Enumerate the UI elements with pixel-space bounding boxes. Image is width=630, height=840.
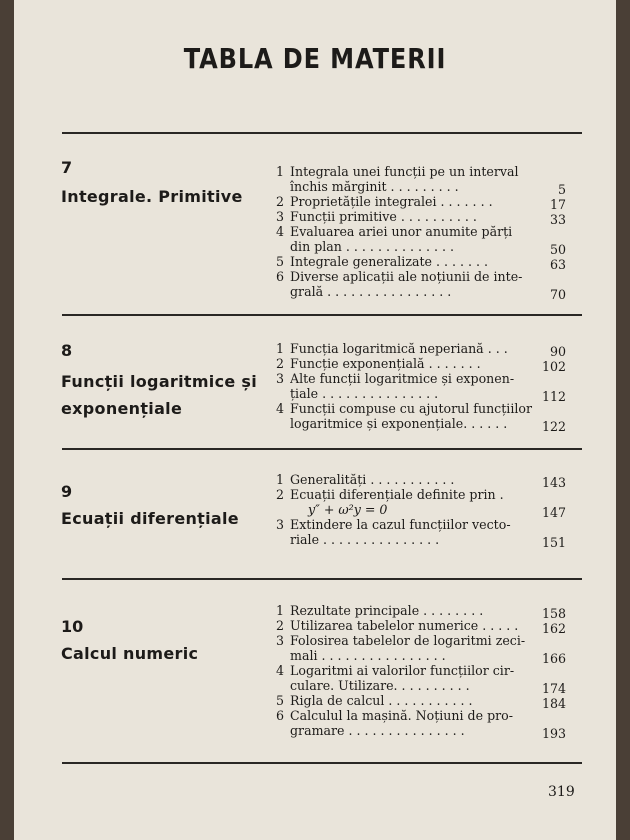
toc-entry-line xyxy=(276,284,566,302)
entry-page-number: 166 xyxy=(541,651,566,666)
chapter-number: 10 xyxy=(61,617,84,636)
section-divider xyxy=(62,578,582,580)
entry-text: Diverse aplicații ale noțiunii de inte- xyxy=(290,269,523,284)
entry-text: Funcție exponențială . . . . . . . xyxy=(290,356,481,371)
toc-entry-line xyxy=(276,663,566,678)
section-divider xyxy=(62,448,582,450)
toc-entry-line xyxy=(276,678,566,696)
toc-entry-line xyxy=(276,194,566,212)
chapter-entries xyxy=(276,603,566,741)
toc-entry-line xyxy=(276,532,566,550)
toc-entry-line xyxy=(276,487,566,502)
entry-formula: y″ + ω²y = 0 xyxy=(308,502,388,517)
toc-entry-line xyxy=(276,472,566,490)
entry-text: Funcții primitive . . . . . . . . . . xyxy=(290,209,477,224)
page-number: 319 xyxy=(548,784,575,800)
chapter-title: Calcul numeric xyxy=(61,644,199,663)
entry-text: Calculul la mașină. Noțiuni de pro- xyxy=(290,708,513,723)
entry-number: 6 xyxy=(276,269,285,284)
entry-page-number: 112 xyxy=(541,389,566,404)
entry-text: din plan . . . . . . . . . . . . . . xyxy=(290,239,455,254)
entry-page-number: 147 xyxy=(541,505,566,520)
entry-number: 2 xyxy=(276,356,285,371)
chapter-title: Funcții logaritmice și exponențiale xyxy=(61,372,258,418)
entry-text: Utilizarea tabelelor numerice . . . . . xyxy=(290,618,519,633)
entry-text: Generalități . . . . . . . . . . . xyxy=(290,472,455,487)
entry-text: grală . . . . . . . . . . . . . . . . xyxy=(290,284,452,299)
toc-entry-line xyxy=(276,648,566,666)
chapter-entries xyxy=(276,472,566,550)
chapter-title: Integrale. Primitive xyxy=(61,187,243,206)
entry-number: 1 xyxy=(276,472,285,487)
chapter-entries xyxy=(276,341,566,434)
entry-number: 2 xyxy=(276,618,285,633)
entry-number: 2 xyxy=(276,487,285,502)
section-divider xyxy=(62,132,582,134)
toc-entry-line xyxy=(276,356,566,374)
entry-number: 3 xyxy=(276,209,285,224)
toc-entry-line xyxy=(276,371,566,386)
entry-text: Folosirea tabelelor de logaritmi zeci- xyxy=(290,633,526,648)
chapter-entries xyxy=(276,164,566,302)
entry-number: 4 xyxy=(276,224,285,239)
entry-page-number: 5 xyxy=(557,182,566,197)
toc-entry-line xyxy=(276,401,566,416)
toc-entry-line xyxy=(276,341,566,359)
toc-entry-line xyxy=(276,517,566,532)
entry-number: 3 xyxy=(276,633,285,648)
entry-text: Ecuații diferențiale definite prin . xyxy=(290,487,504,502)
chapter-number: 9 xyxy=(61,482,73,501)
entry-number: 4 xyxy=(276,401,285,416)
entry-text: Alte funcții logaritmice și exponen- xyxy=(290,371,515,386)
toc-entry-line xyxy=(276,239,566,257)
entry-text: Integrale generalizate . . . . . . . xyxy=(290,254,489,269)
toc-entry-line xyxy=(276,209,566,227)
entry-page-number: 63 xyxy=(549,257,566,272)
entry-number: 1 xyxy=(276,341,285,356)
entry-number: 3 xyxy=(276,371,285,386)
entry-text: Funcția logaritmică neperiană . . . xyxy=(290,341,508,356)
entry-page-number: 50 xyxy=(549,242,566,257)
chapter-number: 7 xyxy=(61,158,73,177)
toc-entry-line xyxy=(276,254,566,272)
entry-page-number: 102 xyxy=(541,359,566,374)
toc-entry-line xyxy=(276,633,566,648)
entry-page-number: 90 xyxy=(549,344,566,359)
toc-entry-line xyxy=(276,693,566,711)
section-divider xyxy=(62,762,582,764)
entry-text: riale . . . . . . . . . . . . . . . xyxy=(290,532,440,547)
entry-text: Rezultate principale . . . . . . . . xyxy=(290,603,484,618)
entry-page-number: 174 xyxy=(541,681,566,696)
toc-entry-line xyxy=(276,618,566,636)
entry-number: 6 xyxy=(276,708,285,723)
entry-text: gramare . . . . . . . . . . . . . . . xyxy=(290,723,465,738)
entry-text: Integrala unei funcții pe un interval xyxy=(290,164,519,179)
toc-entry-line xyxy=(276,269,566,284)
toc-entry-line xyxy=(276,502,566,520)
entry-page-number: 158 xyxy=(541,606,566,621)
entry-text: culare. Utilizare. . . . . . . . . . xyxy=(290,678,470,693)
page-title: TABLA DE MATERII xyxy=(183,42,447,75)
entry-page-number: 70 xyxy=(549,287,566,302)
chapter-number: 8 xyxy=(61,341,73,360)
toc-entry-line xyxy=(276,179,566,197)
entry-text: Extindere la cazul funcțiilor vecto- xyxy=(290,517,511,532)
entry-page-number: 162 xyxy=(541,621,566,636)
toc-entry-line xyxy=(276,603,566,621)
entry-text: țiale . . . . . . . . . . . . . . . xyxy=(290,386,439,401)
entry-page-number: 143 xyxy=(541,475,566,490)
toc-entry-line xyxy=(276,164,566,179)
entry-text: logaritmice și exponențiale. . . . . . xyxy=(290,416,508,431)
toc-entry-line xyxy=(276,416,566,434)
entry-number: 1 xyxy=(276,164,285,179)
entry-text: mali . . . . . . . . . . . . . . . . xyxy=(290,648,446,663)
entry-number: 3 xyxy=(276,517,285,532)
entry-number: 1 xyxy=(276,603,285,618)
entry-text: închis mărginit . . . . . . . . . xyxy=(290,179,459,194)
toc-entry-line xyxy=(276,386,566,404)
entry-number: 2 xyxy=(276,194,285,209)
entry-text: Logaritmi ai valorilor funcțiilor cir- xyxy=(290,663,515,678)
entry-number: 4 xyxy=(276,663,285,678)
entry-page-number: 122 xyxy=(541,419,566,434)
toc-entry-line xyxy=(276,723,566,741)
entry-text: Rigla de calcul . . . . . . . . . . . xyxy=(290,693,473,708)
entry-page-number: 151 xyxy=(541,535,566,550)
toc-entry-line xyxy=(276,224,566,239)
entry-page-number: 193 xyxy=(541,726,566,741)
book-page xyxy=(14,0,616,840)
entry-page-number: 184 xyxy=(541,696,566,711)
entry-page-number: 33 xyxy=(549,212,566,227)
toc-entry-line xyxy=(276,708,566,723)
entry-number: 5 xyxy=(276,693,285,708)
entry-page-number: 17 xyxy=(549,197,566,212)
entry-text: Evaluarea ariei unor anumite părți xyxy=(290,224,513,239)
section-divider xyxy=(62,314,582,316)
entry-text: Funcții compuse cu ajutorul funcțiilor xyxy=(290,401,532,416)
entry-number: 5 xyxy=(276,254,285,269)
chapter-title: Ecuații diferențiale xyxy=(61,509,239,528)
entry-text: Proprietățile integralei . . . . . . . xyxy=(290,194,493,209)
